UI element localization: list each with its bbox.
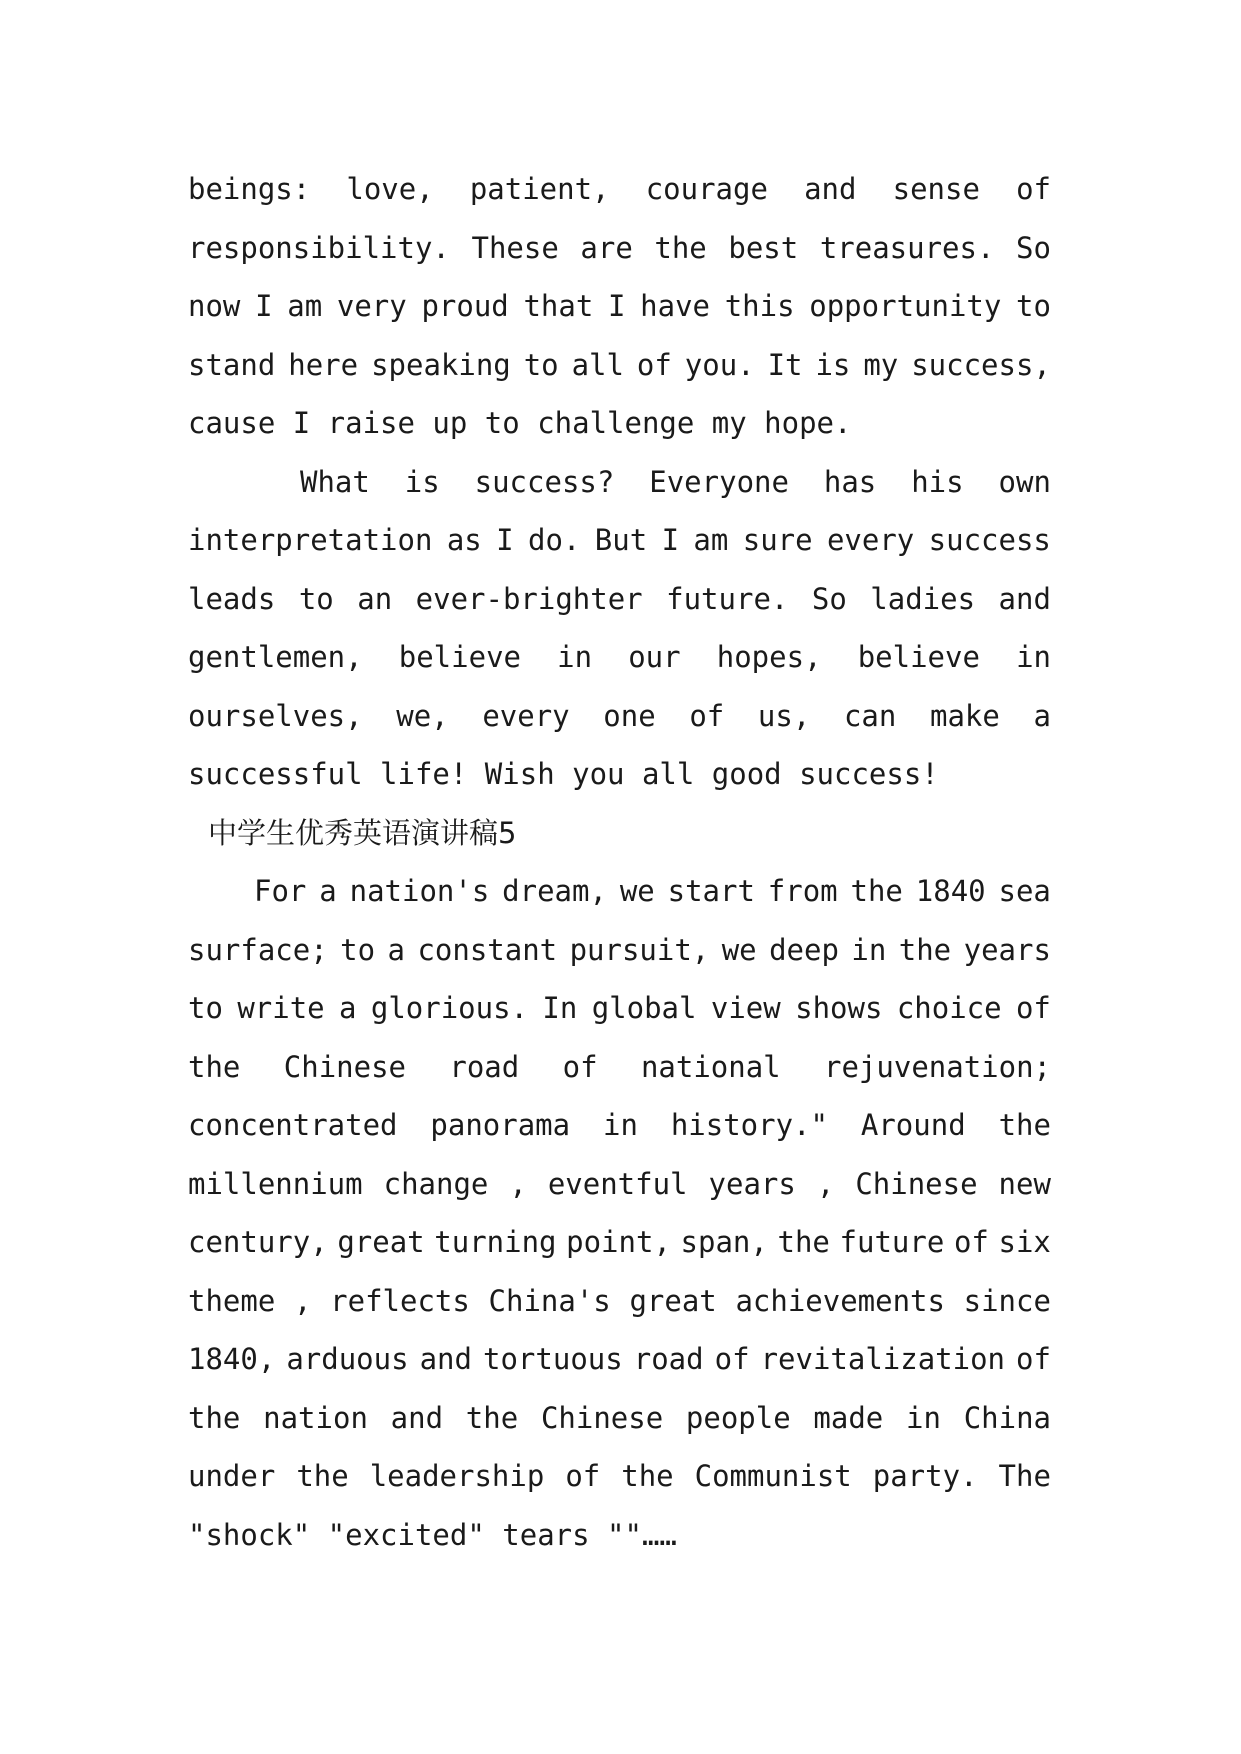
- text-line: [188, 1038, 1051, 1097]
- word: proud: [421, 289, 509, 323]
- word: global: [591, 991, 697, 1025]
- word: from: [767, 874, 838, 908]
- text-line: [188, 1330, 1051, 1389]
- word: in: [1016, 640, 1051, 674]
- word: It: [767, 347, 803, 382]
- word: of: [689, 698, 725, 733]
- word: pursuit,: [569, 932, 710, 967]
- text-line: [188, 1096, 1051, 1155]
- text-line: successful life! Wish you all good success!: [188, 757, 939, 791]
- word: this: [724, 289, 795, 323]
- word: you.: [684, 347, 755, 382]
- word: one: [603, 698, 656, 733]
- word: panorama: [430, 1108, 571, 1142]
- word: shows: [795, 991, 883, 1025]
- word: every: [482, 698, 570, 733]
- word: nation's: [349, 874, 490, 908]
- word: reflects: [330, 1283, 470, 1318]
- word: These: [471, 230, 559, 265]
- word: my: [863, 347, 899, 382]
- text-line: [188, 628, 1051, 687]
- word: surface;: [188, 932, 328, 967]
- word: sense: [892, 172, 980, 206]
- word: ,: [509, 1166, 527, 1201]
- word: am: [287, 289, 323, 323]
- text-line: [188, 862, 1051, 921]
- word: revitalization: [760, 1342, 1005, 1376]
- word: future: [839, 1225, 945, 1259]
- word: span,: [680, 1225, 768, 1259]
- word: own: [998, 464, 1051, 499]
- word: since: [963, 1283, 1051, 1318]
- word: success,: [911, 347, 1051, 382]
- word: has: [823, 464, 877, 499]
- word: the: [850, 874, 903, 908]
- word: believe: [857, 640, 980, 674]
- text-line: [188, 1447, 1051, 1506]
- text-line: [188, 1389, 1051, 1448]
- word: and: [998, 581, 1051, 616]
- word: to: [1016, 289, 1051, 323]
- word: 1840,: [188, 1342, 276, 1376]
- word: to: [340, 932, 376, 967]
- word: great: [629, 1283, 717, 1318]
- word: choice: [896, 991, 1002, 1025]
- word: China: [963, 1400, 1051, 1435]
- word: dream,: [502, 874, 607, 908]
- word: success?: [474, 464, 615, 499]
- word: rejuvenation;: [824, 1049, 1051, 1084]
- word: as: [446, 523, 482, 557]
- word: of: [714, 1342, 750, 1376]
- word: a: [387, 932, 405, 967]
- word: a: [1033, 698, 1051, 733]
- word: of: [562, 1049, 598, 1084]
- text-line: [188, 453, 1051, 512]
- word: to: [523, 347, 559, 382]
- word: concentrated: [188, 1108, 398, 1142]
- word: the: [296, 1459, 349, 1493]
- word: In: [542, 991, 578, 1025]
- word: make: [930, 698, 1000, 733]
- word: and: [390, 1400, 444, 1435]
- word: great: [337, 1225, 425, 1259]
- word: a: [319, 874, 337, 908]
- text-line: [188, 336, 1051, 395]
- word: What: [300, 464, 370, 499]
- word: road: [449, 1049, 520, 1084]
- word: I: [496, 523, 514, 557]
- word: can: [843, 698, 897, 733]
- word: theme: [188, 1283, 276, 1318]
- word: that: [523, 289, 594, 323]
- word: ,: [816, 1166, 835, 1201]
- word: in: [557, 640, 593, 674]
- word: history.": [670, 1108, 828, 1142]
- word: of: [636, 347, 672, 382]
- word: constant: [417, 932, 558, 967]
- word: an: [357, 581, 393, 616]
- word: tortuous: [483, 1342, 623, 1376]
- word: sea: [998, 874, 1051, 908]
- word: we,: [396, 698, 449, 733]
- word: Chinese: [540, 1400, 664, 1435]
- section-heading: 中学生优秀英语演讲稿5: [208, 815, 517, 850]
- text-line: [188, 1272, 1051, 1331]
- word: I: [255, 289, 273, 323]
- word: the: [898, 932, 952, 967]
- word: very: [336, 289, 407, 323]
- word: ever-brighter: [415, 581, 643, 616]
- word: For: [254, 874, 307, 908]
- word: are: [580, 230, 633, 265]
- word: party.: [872, 1459, 978, 1493]
- word: glorious.: [370, 991, 529, 1025]
- word: responsibility.: [188, 230, 450, 265]
- word: Everyone: [649, 464, 789, 499]
- word: years: [963, 932, 1051, 967]
- text-line: [188, 1213, 1051, 1272]
- word: nation: [263, 1400, 368, 1435]
- word: opportunity: [809, 289, 1002, 323]
- text-line: cause I raise up to challenge my hope.: [188, 406, 852, 440]
- word: the: [188, 1049, 241, 1084]
- text-line: [188, 160, 1051, 219]
- word: achievements: [735, 1283, 945, 1318]
- word: here: [288, 347, 359, 382]
- word: made: [813, 1400, 884, 1435]
- word: best: [728, 230, 799, 265]
- word: eventful: [547, 1166, 688, 1201]
- word: Around: [860, 1108, 966, 1142]
- text-line: [188, 219, 1051, 278]
- word: patient,: [469, 172, 610, 206]
- word: have: [640, 289, 711, 323]
- word: road: [633, 1342, 704, 1376]
- word: the: [465, 1400, 519, 1435]
- word: interpretation: [188, 523, 433, 557]
- word: is: [815, 347, 851, 382]
- word: and: [419, 1342, 472, 1376]
- text-line: [188, 921, 1051, 980]
- word: in: [851, 932, 887, 967]
- word: the: [188, 1400, 241, 1435]
- word: sure: [742, 523, 813, 557]
- word: So: [811, 581, 847, 616]
- text-line: [188, 511, 1051, 570]
- word: a: [339, 991, 357, 1025]
- word: the: [654, 230, 707, 265]
- word: us,: [757, 698, 811, 733]
- word: ourselves,: [188, 698, 363, 733]
- word: deep: [769, 932, 839, 967]
- word: turning: [434, 1225, 557, 1259]
- word: arduous: [286, 1342, 409, 1376]
- word: of: [1015, 991, 1051, 1025]
- word: view: [710, 991, 781, 1025]
- word: to: [298, 581, 334, 616]
- word: future.: [666, 581, 789, 616]
- word: Chinese: [283, 1049, 406, 1084]
- word: So: [1016, 230, 1051, 265]
- word: change: [383, 1166, 489, 1201]
- word: to: [188, 991, 223, 1025]
- word: ,: [294, 1283, 312, 1318]
- text-line: [188, 277, 1051, 336]
- word: leads: [188, 581, 276, 616]
- word: six: [998, 1225, 1051, 1259]
- word: The: [998, 1459, 1051, 1493]
- word: of: [1016, 1342, 1051, 1376]
- word: in: [906, 1400, 941, 1435]
- word: new: [998, 1166, 1051, 1201]
- word: But: [594, 523, 648, 557]
- word: the: [621, 1459, 674, 1493]
- word: leadership: [369, 1459, 545, 1493]
- word: hopes,: [716, 640, 822, 674]
- word: of: [565, 1459, 601, 1493]
- word: of: [953, 1225, 989, 1259]
- word: we: [721, 932, 757, 967]
- word: our: [628, 640, 681, 674]
- word: Communist: [694, 1459, 852, 1493]
- word: his: [911, 464, 964, 499]
- word: every: [826, 523, 915, 557]
- word: under: [188, 1459, 276, 1493]
- word: and: [804, 172, 857, 206]
- word: century,: [188, 1225, 328, 1259]
- document-body: [188, 160, 1051, 1564]
- word: ladies: [870, 581, 976, 616]
- word: write: [237, 991, 325, 1025]
- word: years: [708, 1166, 796, 1201]
- text-line: [188, 979, 1051, 1038]
- word: I: [608, 289, 626, 323]
- word: gentlemen,: [188, 640, 363, 674]
- word: we: [619, 874, 655, 908]
- word: courage: [645, 172, 768, 206]
- word: China's: [488, 1283, 611, 1318]
- word: believe: [398, 640, 521, 674]
- word: speaking: [371, 347, 511, 382]
- text-line: "shock" "excited" tears ""……: [188, 1517, 677, 1552]
- word: do.: [528, 523, 581, 557]
- word: am: [693, 523, 729, 557]
- word: people: [685, 1400, 791, 1435]
- word: all: [571, 347, 624, 382]
- word: start: [667, 874, 755, 908]
- word: I: [661, 523, 680, 557]
- word: point,: [566, 1225, 671, 1259]
- text-line: [188, 1155, 1051, 1214]
- word: the: [998, 1108, 1051, 1142]
- word: millennium: [188, 1166, 363, 1201]
- word: treasures.: [819, 230, 995, 265]
- word: in: [603, 1108, 638, 1142]
- word: of: [1016, 172, 1051, 206]
- word: 1840: [915, 874, 986, 908]
- word: national: [640, 1049, 781, 1084]
- word: stand: [188, 347, 276, 382]
- text-line: [188, 570, 1051, 629]
- word: now: [188, 289, 241, 323]
- word: love,: [346, 172, 434, 206]
- text-line: [188, 687, 1051, 746]
- word: is: [404, 464, 440, 499]
- word: beings:: [188, 172, 311, 206]
- word: Chinese: [855, 1166, 978, 1201]
- word: success: [928, 523, 1051, 557]
- word: the: [777, 1225, 830, 1259]
